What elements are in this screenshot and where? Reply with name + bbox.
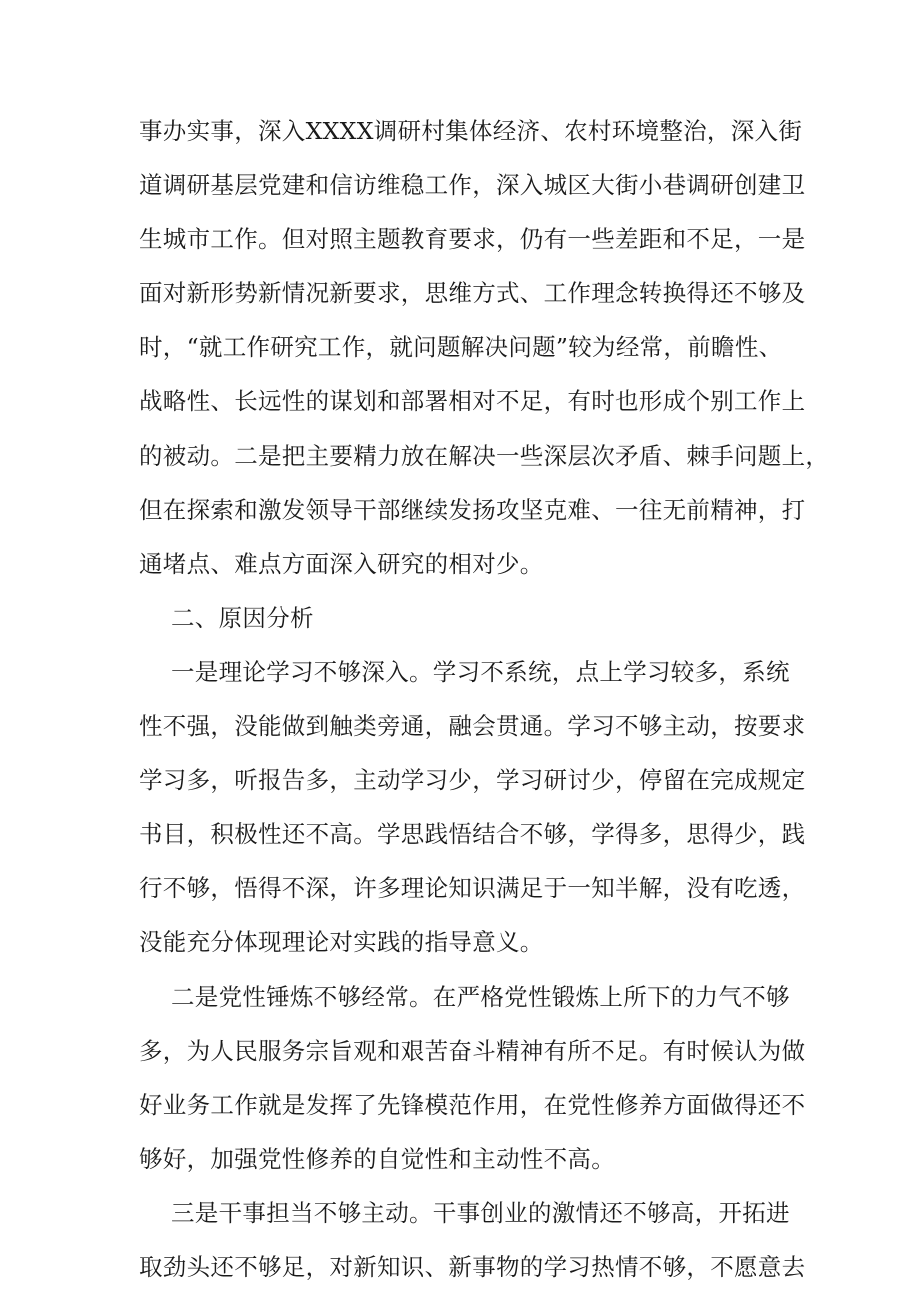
text-line: 二是党性锤炼不够经常。在严格党性锻炼上所下的力气不够 — [171, 982, 790, 1011]
text-line: 战略性、长远性的谋划和部署相对不足，有时也形成个别工作上 — [139, 387, 806, 416]
document-body — [139, 104, 830, 1294]
text-line: 学习多，听报告多，主动学习少，学习研讨少，停留在完成规定 — [139, 766, 806, 795]
text-line: 一是理论学习不够深入。学习不系统，点上学习较多，系统 — [171, 657, 790, 686]
text-line: 通堵点、难点方面深入研究的相对少。 — [139, 549, 544, 578]
text-line: 时，“就工作研究工作，就问题解决问题”较为经常，前瞻性、 — [139, 333, 783, 362]
text-line: 生城市工作。但对照主题教育要求，仍有一些差距和不足，一是 — [139, 225, 806, 254]
text-line: 行不够，悟得不深，许多理论知识满足于一知半解，没有吃透， — [139, 874, 806, 903]
text-line: 没能充分体现理论对实践的指导意义。 — [139, 928, 544, 957]
text-line: 取劲头还不够足，对新知识、新事物的学习热情不够，不愿意去 — [139, 1252, 806, 1281]
text-line: 的被动。二是把主要精力放在解决一些深层次矛盾、棘手问题上， — [139, 441, 830, 470]
text-line: 三是干事担当不够主动。干事创业的激情还不够高，开拓进 — [171, 1198, 790, 1227]
section-heading: 二、原因分析 — [171, 603, 314, 632]
text-line: 事办实事，深入XXXX调研村集体经济、农村环境整治，深入街 — [139, 117, 803, 145]
text-line: 书目，积极性还不高。学思践悟结合不够，学得多，思得少，践 — [139, 820, 806, 849]
text-line: 但在探索和激发领导干部继续发扬攻坚克难、一往无前精神，打 — [139, 495, 806, 524]
text-line: 多，为人民服务宗旨观和艰苦奋斗精神有所不足。有时候认为做 — [139, 1036, 806, 1065]
text-line: 够好，加强党性修养的自觉性和主动性不高。 — [139, 1144, 615, 1173]
text-line: 面对新形势新情况新要求，思维方式、工作理念转换得还不够及 — [139, 279, 806, 308]
text-line: 性不强，没能做到触类旁通，融会贯通。学习不够主动，按要求 — [139, 712, 806, 741]
text-line: 好业务工作就是发挥了先锋模范作用，在党性修养方面做得还不 — [139, 1090, 806, 1119]
text-line: 道调研基层党建和信访维稳工作，深入城区大街小巷调研创建卫 — [139, 171, 806, 200]
